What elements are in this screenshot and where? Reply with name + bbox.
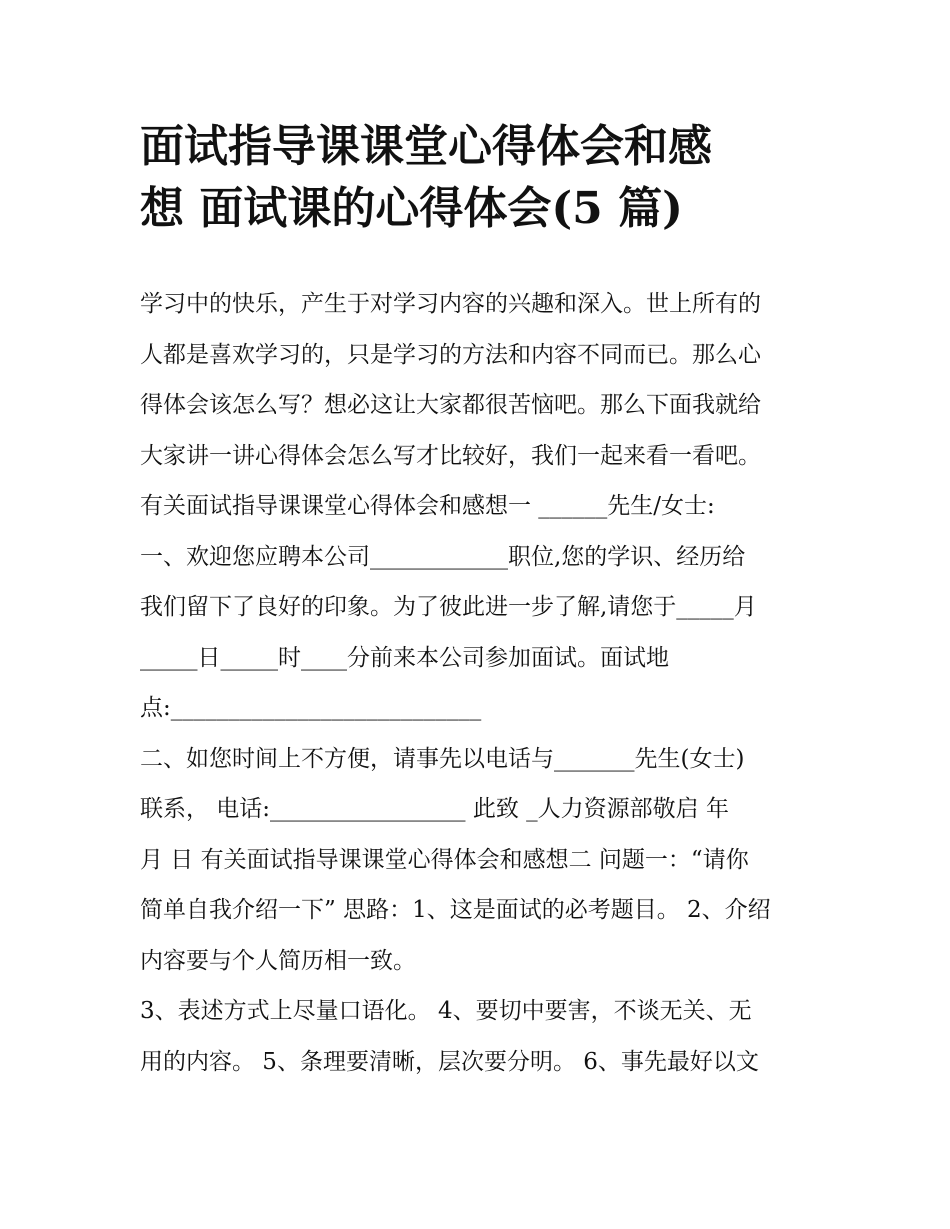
- body-line: 用的内容。 5、条理要清晰，层次要分明。 6、事先最好以文: [140, 1048, 759, 1075]
- body-line: 有关面试指导课课堂心得体会和感想一 ______先生/女士:: [140, 493, 715, 519]
- body-line: _____日_____时____分前来本公司参加面试。面试地: [140, 644, 669, 671]
- body-line: 内容要与个人简历相一致。: [140, 947, 416, 974]
- body-line: 月 日 有关面试指导课课堂心得体会和感想二 问题一：“请你: [140, 846, 749, 873]
- title-line: 面试指导课课堂心得体会和感: [140, 121, 712, 172]
- body-line: 大家讲一讲心得体会怎么写才比较好，我们一起来看一看吧。: [140, 442, 761, 469]
- body-line: 学习中的快乐，产生于对学习内容的兴趣和深入。世上所有的: [140, 291, 761, 317]
- body-line: 我们留下了良好的印象。为了彼此进一步了解,请您于_____月: [140, 594, 757, 620]
- body-line: 人都是喜欢学习的，只是学习的方法和内容不同而已。那么心: [140, 341, 761, 368]
- document-title: [140, 116, 830, 240]
- body-line: 点:___________________________: [140, 695, 482, 721]
- body-line: 二、如您时间上不方便，请事先以电话与_______先生(女士): [140, 745, 745, 772]
- body-line: 简单自我介绍一下” 思路：1、这是面试的必考题目。 2、介绍: [140, 897, 771, 923]
- document-body: [140, 279, 830, 1087]
- body-line: 3、表述方式上尽量口语化。 4、要切中要害，不谈无关、无: [140, 998, 752, 1024]
- body-line: 一、欢迎您应聘本公司____________职位,您的学识、经历给: [140, 543, 746, 570]
- body-line: 联系， 电话:_________________ 此致 _人力资源部敬启 年: [140, 796, 729, 822]
- body-line: 得体会该怎么写？想必这让大家都很苦恼吧。那么下面我就给: [140, 392, 761, 418]
- title-line: 想 面试课的心得体会(5 篇): [140, 183, 683, 234]
